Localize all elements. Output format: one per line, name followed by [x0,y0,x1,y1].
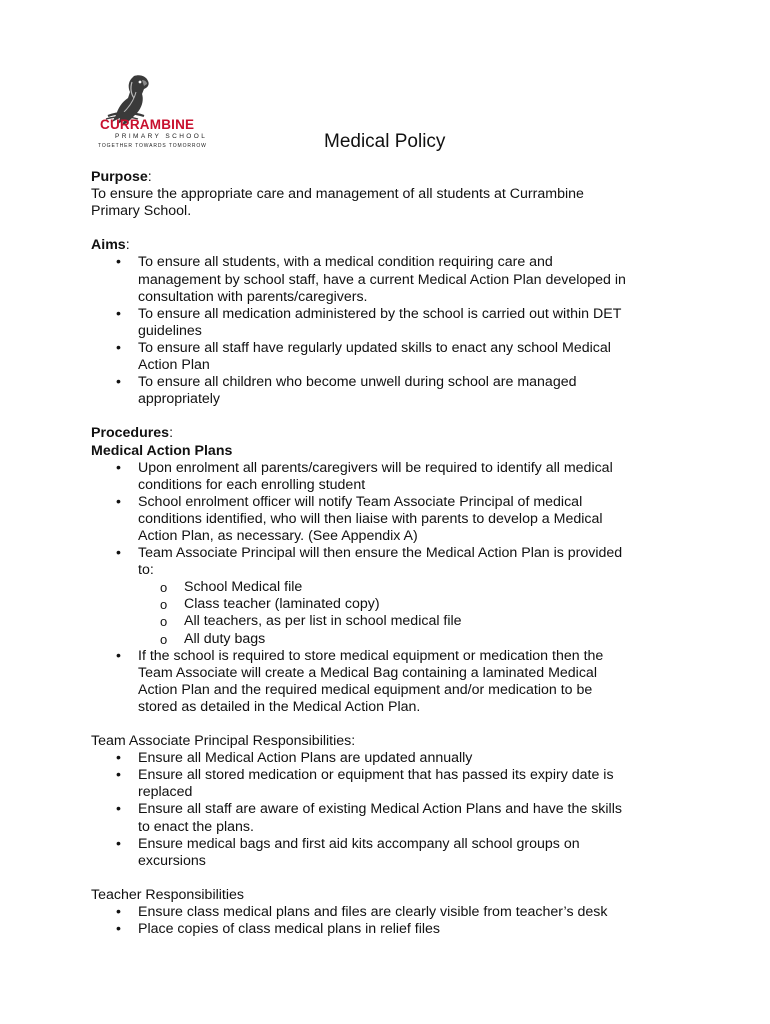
procedures-item [138,648,691,716]
page-title: Medical Policy [324,131,446,152]
aims-item [138,340,691,374]
line: Action Plan and the required medical equipment and/or medication to be [138,681,593,698]
line: excursions [138,852,206,869]
team-associate-item [138,767,691,801]
logo-subtitle: PRIMARY SCHOOL [115,133,208,140]
teacher-item [138,904,691,921]
line: conditions identified, who will then liaise with parents to develop a Medical [138,510,603,527]
line: • To ensure all students, with a medical condition requiring care and [138,254,553,271]
team-associate-heading: Team Associate Principal Responsibilities: [91,733,356,750]
school-logo [92,72,217,152]
team-associate-item [138,836,691,870]
procedures-heading-label: Procedures [91,425,170,442]
line: stored as detailed in the Medical Action Plan. [138,698,421,715]
procedures-item [138,494,691,545]
distribution-item: o All teachers, as per list in school medical file [184,613,691,630]
line: • Ensure class medical plans and files are clearly visible from teacher’s desk [138,904,608,921]
logo-tagline: TOGETHER TOWARDS TOMORROW [98,143,207,149]
line: • To ensure all children who become unwell during school are managed [138,374,577,391]
aims-list [91,254,691,408]
line: • If the school is required to store medical equipment or medication then the [138,647,604,664]
procedures-list [91,460,691,716]
distribution-item: o All duty bags [184,631,691,648]
line: consultation with parents/caregivers. [138,288,368,305]
purpose-heading-colon: : [147,169,152,185]
line: • Place copies of class medical plans in relief files [138,921,441,938]
team-associate-list [91,750,691,870]
line: replaced [138,784,193,801]
distribution-list [138,579,691,647]
line: guidelines [138,322,202,339]
purpose-line: To ensure the appropriate care and management of all students at Currambine [91,186,584,203]
line: • Upon enrolment all parents/caregivers will be required to identify all medical [138,459,613,476]
line: • Ensure all Medical Action Plans are updated annually [138,750,473,767]
purpose-line: Primary School. [91,203,192,220]
line: Action Plan [138,357,210,374]
aims-heading [91,237,691,254]
aims-heading-label: Aims [91,237,126,254]
line: Action Plan, as necessary. (See Appendix A) [138,527,418,544]
distribution-item: o School Medical file [184,579,691,596]
team-associate-item [138,750,691,767]
line: management by school staff, have a current Medical Action Plan developed in [138,271,626,288]
line: conditions for each enrolling student [138,476,366,493]
line: appropriately [138,391,221,408]
medical-action-plans-heading: Medical Action Plans [91,442,233,459]
line: • Ensure all stored medication or equipment that has passed its expiry date is [138,767,614,784]
line: to: [138,562,154,579]
line: • Team Associate Principal will then ensure the Medical Action Plan is provided [138,545,623,562]
procedures-item [138,545,691,648]
line: • School enrolment officer will notify Team Associate Principal of medical [138,493,583,510]
procedures-heading-colon: : [169,425,174,442]
logo-school-name: CURRAMBINE [100,117,195,132]
teacher-list [91,904,691,938]
line: • Ensure medical bags and first aid kits accompany all school groups on [138,835,580,852]
procedures-heading [91,425,691,442]
teacher-heading: Teacher Responsibilities [91,886,244,903]
purpose-heading-label: Purpose [91,169,148,185]
line: • Ensure all staff are aware of existing Medical Action Plans and have the skills [138,801,622,818]
line: Team Associate will create a Medical Bag containing a laminated Medical [138,664,597,681]
aims-item [138,306,691,340]
aims-item [138,374,691,408]
procedures-item [138,460,691,494]
line: • To ensure all staff have regularly updated skills to enact any school Medical [138,339,611,356]
aims-heading-colon: : [125,237,130,254]
policy-body [91,169,691,938]
purpose-heading [91,169,691,186]
aims-item [138,254,691,305]
line: to enact the plans. [138,818,254,835]
line: • To ensure all medication administered by the school is carried out within DET [138,305,622,322]
distribution-item: o Class teacher (laminated copy) [184,596,691,613]
team-associate-item [138,801,691,835]
teacher-item [138,921,691,938]
